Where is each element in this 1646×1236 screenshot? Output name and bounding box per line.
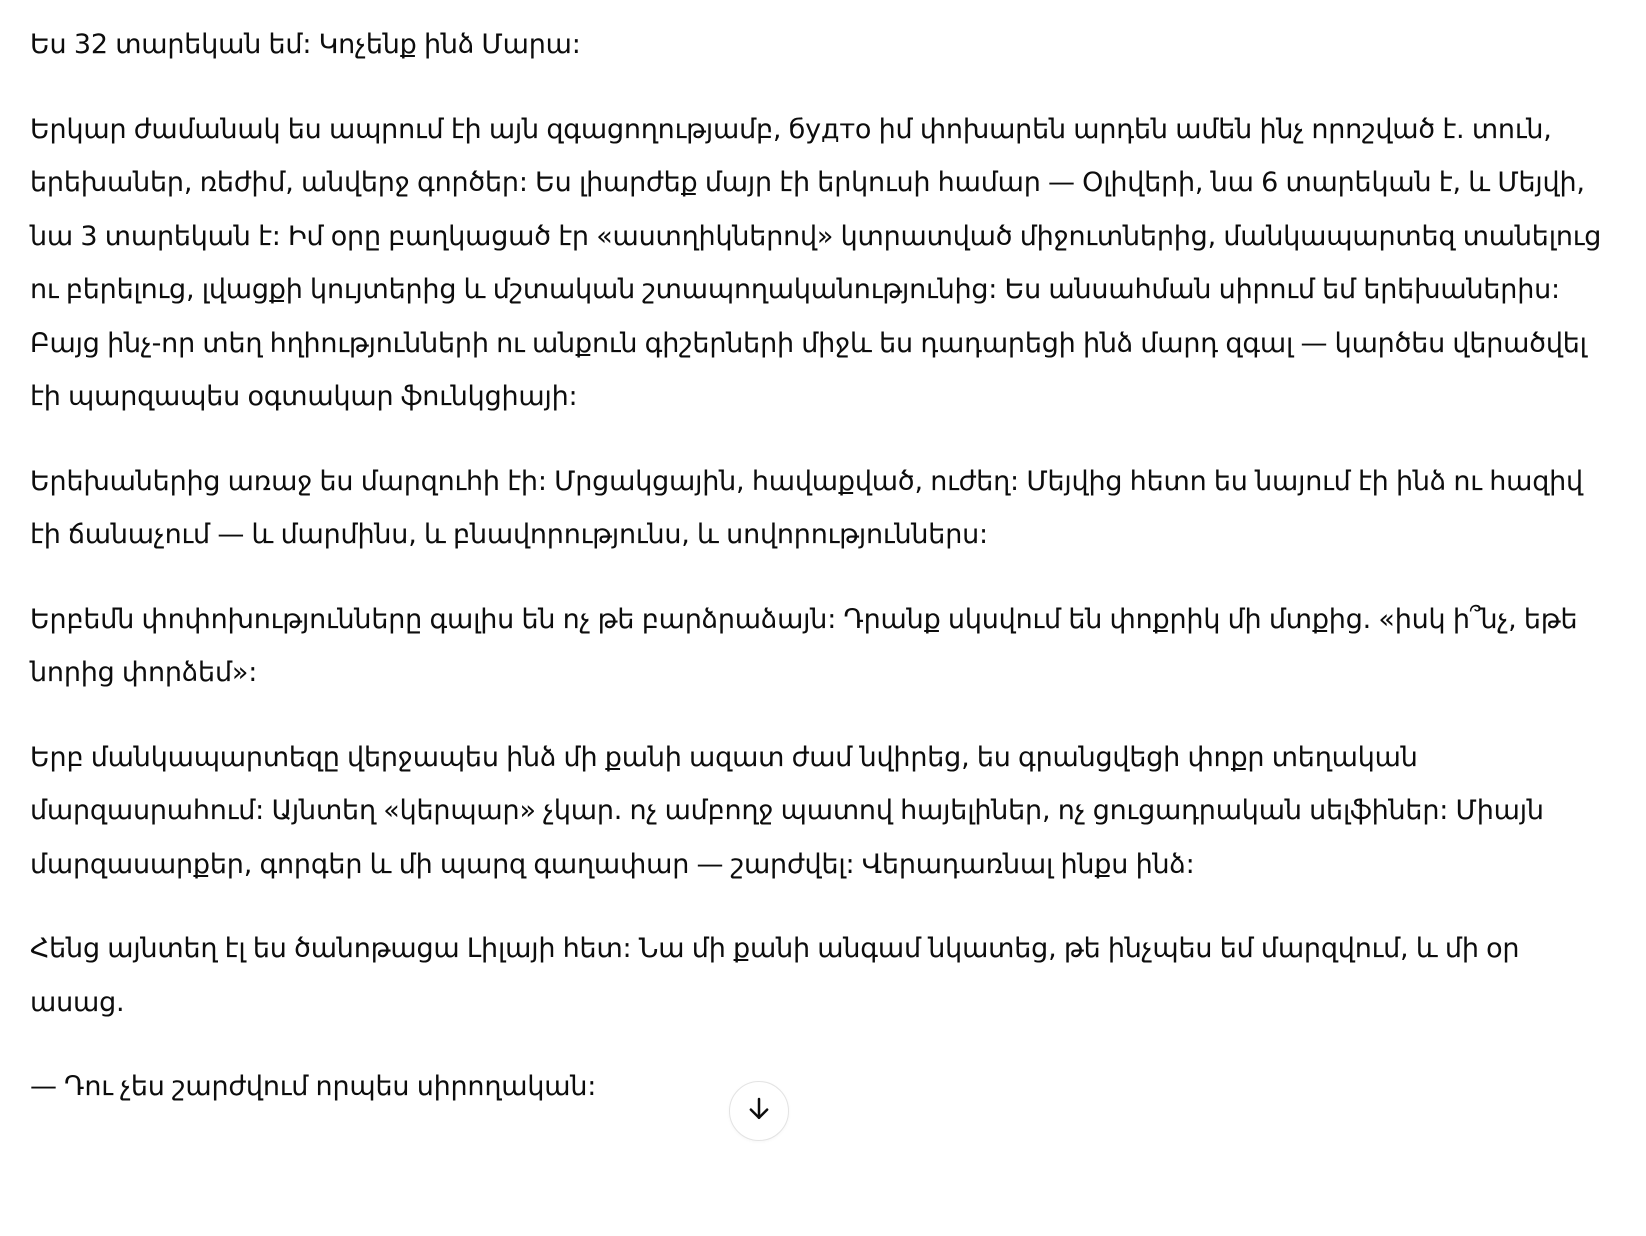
paragraph-gym: Երբ մանկապարտեզը վերջապես ինձ մի քանի ազատ ժամ նվիրեց, ես գրանցվեցի փոքր տեղական մարզասրահում: Այնտեղ «կերպար» չկար. ոչ ամբողջ պատով հայելիներ, ոչ ցուցադրական սելֆիներ: Միայն մարզասարքեր, գորգեր և մի պարզ գաղափար — շարժվել: Վերադառնալ ինքս ինձ: [30,741,1544,880]
scroll-to-bottom-button[interactable] [729,1081,789,1141]
paragraph-lila: Հենց այնտեղ էլ ես ծանոթացա Լիլայի հետ: Նա մի քանի անգամ նկատեց, թե ինչպես եմ մարզվում, և մի օր ասաց. [30,933,1520,1018]
message-content [30,18,1610,1145]
paragraph-small-thought: Երբեմն փոփոխությունները գալիս են ոչ թե բարձրաձայն: Դրանք սկսվում են փոքրիկ մի մտքից. «իսկ ի՞նչ, եթե նորից փորձեմ»: [30,603,1578,688]
paragraph-intro: Ես 32 տարեկան եմ: Կոչենք ինձ Մարա: [30,29,581,60]
paragraph-athlete-past: Երեխաներից առաջ ես մարզուհի էի: Մրցակցային, հավաքված, ուժեղ: Մեյվից հետո ես նայում էի ինձ ու հազիվ էի ճանաչում — և մարմինս, և բնավորությունս, և սովորություններս: [30,465,1583,550]
paragraph-dialogue: — Դու չես շարժվում որպես սիրողական: [30,1071,597,1102]
paragraph-routine: Երկար ժամանակ ես ապրում էի այն զգացողությամբ, будто իմ փոխարեն արդեն ամեն ինչ որոշված է. տուն, երեխաներ, ռեժիմ, անվերջ գործեր: Ես լիարժեք մայր էի երկուսի համար — Օլիվերի, նա 6 տարեկան է, և Մեյվի, նա 3 տարեկան է: Իմ օրը բաղկացած էր «աստղիկներով» կտրատված միջուտներից, մանկապարտեզ տանելուց ու բերելուց, լվացքի կույտերից և մշտական շտապողականությունից: Ես անսահման սիրում եմ երեխաներիս: Բայց ինչ-որ տեղ հղիությունների ու անքուն գիշերների միջև ես դադարեցի ինձ մարդ զգալ — կարծես վերածվել էի պարզապես օգտակար ֆունկցիայի: [30,113,1602,412]
arrow-down-icon [744,1094,774,1128]
